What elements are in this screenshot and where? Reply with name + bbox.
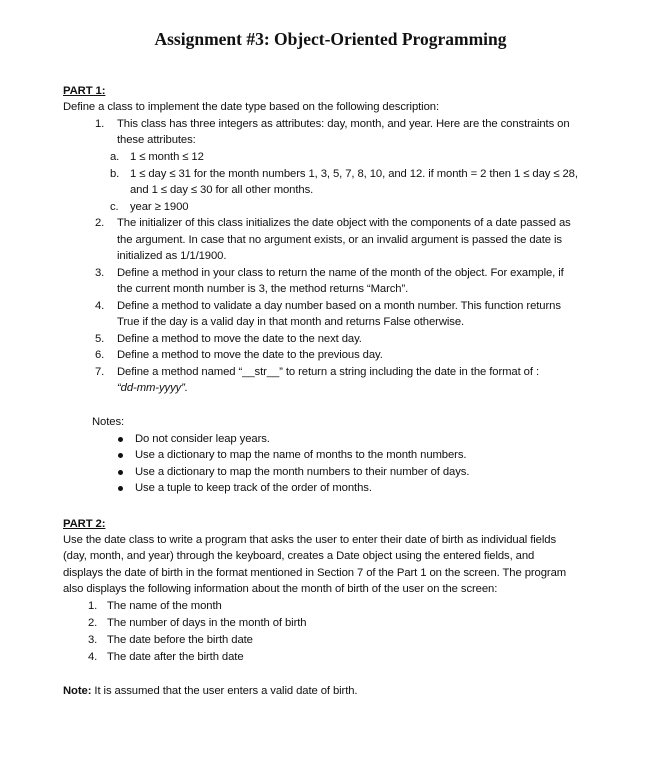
item-number: 3. xyxy=(88,634,98,646)
item-text: The number of days in the month of birth xyxy=(107,617,307,629)
part2-paragraph-line: displays the date of birth in the format mentioned in Section 7 of the Part 1 on the screen. The program xyxy=(63,567,567,579)
item-text: initialized as 1/1/1900. xyxy=(117,250,227,262)
item-number: 4. xyxy=(88,651,98,663)
item-number: 2. xyxy=(88,617,98,629)
item-text: True if the day is a valid day in that month and returns False otherwise. xyxy=(117,316,465,328)
item-number: 2. xyxy=(95,217,105,229)
subitem-letter: a. xyxy=(110,151,120,163)
bullet-icon xyxy=(118,437,123,442)
subitem-text: and 1 ≤ day ≤ 30 for all other months. xyxy=(130,184,314,196)
bullet-icon xyxy=(118,486,123,491)
part2-paragraph-line: also displays the following information about the month of birth of the user on the screen: xyxy=(63,583,498,595)
page-title: Assignment #3: Object-Oriented Programming xyxy=(154,29,507,49)
subitem-text: 1 ≤ day ≤ 31 for the month numbers 1, 3, 5, 7, 8, 10, and 12. if month = 2 then 1 ≤ day ≤ 28, xyxy=(130,168,578,180)
item-number: 5. xyxy=(95,333,105,345)
bullet-icon xyxy=(118,453,123,458)
item-text: Define a method named “__str__” to return a string including the date in the format of : xyxy=(117,366,539,378)
item-text: The date after the birth date xyxy=(107,651,244,663)
item-text: the argument. In case that no argument exists, or an invalid argument is passed the date is xyxy=(117,234,562,246)
part1-heading: PART 1: xyxy=(63,85,106,97)
item-number: 1. xyxy=(95,118,105,130)
item-number: 1. xyxy=(88,600,98,612)
item-number: 6. xyxy=(95,349,105,361)
note-label: Note: xyxy=(63,685,92,697)
subitem-text: 1 ≤ month ≤ 12 xyxy=(130,151,204,163)
part1-intro: Define a class to implement the date type based on the following description: xyxy=(63,101,439,113)
item-number: 3. xyxy=(95,267,105,279)
item-number: 7. xyxy=(95,366,105,378)
note-item: Use a dictionary to map the month numbers to their number of days. xyxy=(135,466,470,478)
item-text: these attributes: xyxy=(117,134,196,146)
item-text: Define a method to move the date to the previous day. xyxy=(117,349,383,361)
item-text: Define a method to validate a day number based on a month number. This function returns xyxy=(117,300,561,312)
item-text: This class has three integers as attributes: day, month, and year. Here are the constraints on xyxy=(117,118,570,130)
item-text: The date before the birth date xyxy=(107,634,253,646)
subitem-letter: b. xyxy=(110,168,120,180)
part2-paragraph-line: Use the date class to write a program that asks the user to enter their date of birth as individual fields xyxy=(63,534,557,546)
notes-heading: Notes: xyxy=(92,416,125,428)
item-text: Define a method in your class to return the name of the month of the object. For example, if xyxy=(117,267,564,279)
item-text: Define a method to move the date to the next day. xyxy=(117,333,362,345)
item-text: The name of the month xyxy=(107,600,222,612)
part2-paragraph-line: (day, month, and year) through the keyboard, creates a Date object using the entered fields, and xyxy=(63,550,535,562)
note-item: Use a tuple to keep track of the order of months. xyxy=(135,482,372,494)
subitem-letter: c. xyxy=(110,201,119,213)
note-item: Do not consider leap years. xyxy=(135,433,270,445)
final-note xyxy=(63,684,357,698)
item-text: the current month number is 3, the method returns “March”. xyxy=(117,283,409,295)
bullet-icon xyxy=(118,470,123,475)
note-text: It is assumed that the user enters a valid date of birth. xyxy=(91,685,358,697)
note-item: Use a dictionary to map the name of months to the month numbers. xyxy=(135,449,467,461)
item-number: 4. xyxy=(95,300,105,312)
part2-heading: PART 2: xyxy=(63,518,106,530)
item-text: The initializer of this class initializes the date object with the components of a date passed as xyxy=(117,217,571,229)
item-text: “dd-mm-yyyy”. xyxy=(117,382,188,394)
subitem-text: year ≥ 1900 xyxy=(130,201,189,213)
